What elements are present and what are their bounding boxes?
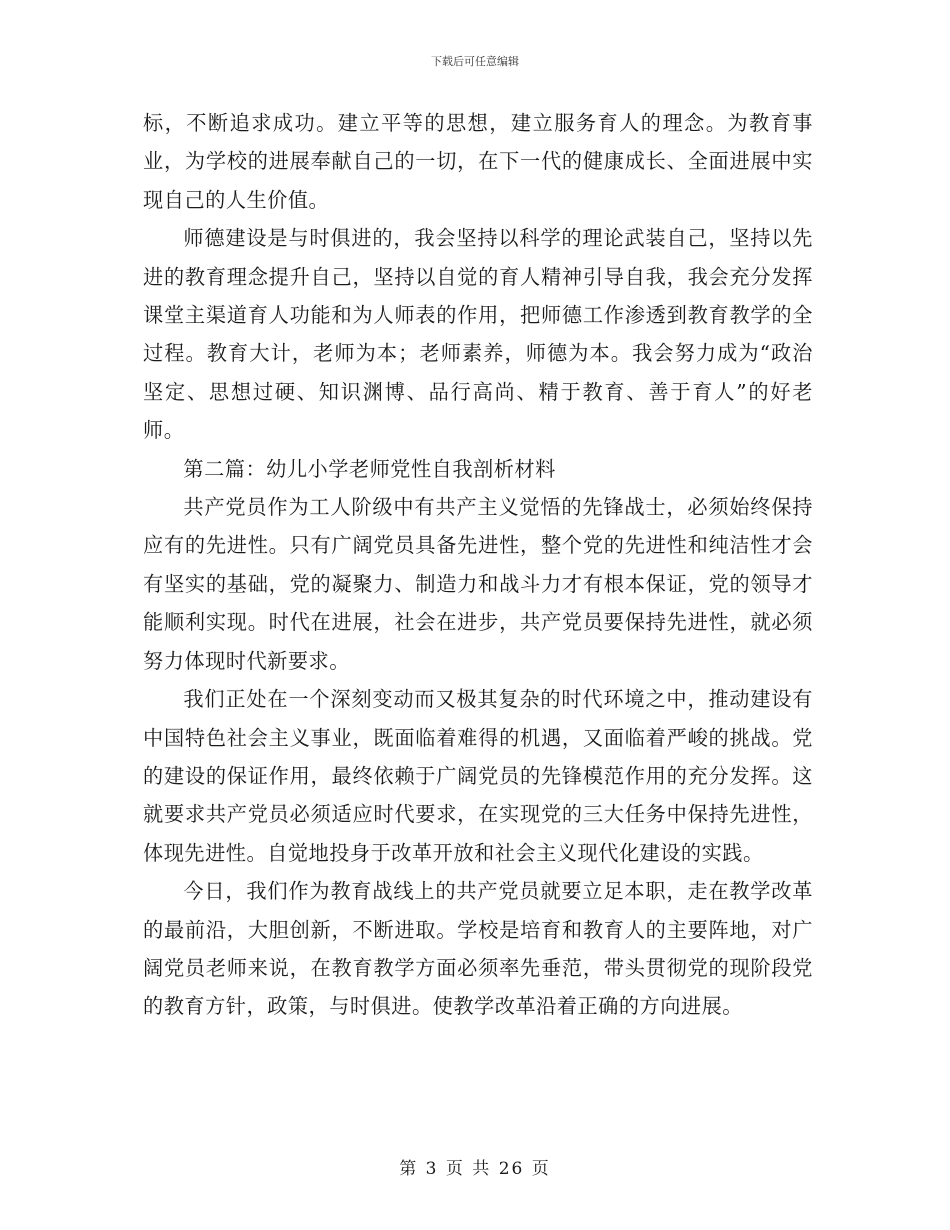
paragraph-teacher-ethics: 师德建设是与时俱进的，我会坚持以科学的理论武装自己，坚持以先进的教育理念提升自己，坚持以自觉的育人精神引导自我，我会充分发挥课堂主渠道育人功能和为人师表的作用，把师德工作渗透到教育教学的全过程。教育大计，老师为本；老师素养，师德为本。我会努力成为“政治坚定、思想过硬、知识渊博、品行高尚、精于教育、善于育人”的好老师。 <box>143 226 813 443</box>
paragraph-era-environment: 我们正处在一个深刻变动而又极其复杂的时代环境之中，推动建设有中国特色社会主义事业，既面临着难得的机遇，又面临着严峻的挑战。党的建设的保证作用，最终依赖于广阔党员的先锋模范作用的充分发挥。这就要求共产党员必须适应时代要求，在实现党的三大任务中保持先进性，体现先进性。自觉地投身于改革开放和社会主义现代化建设的实践。 <box>143 687 813 865</box>
document-body <box>143 104 813 1026</box>
paragraph-party-member-advanced: 共产党员作为工人阶级中有共产主义觉悟的先锋战士，必须始终保持应有的先进性。只有广阔党员具备先进性，整个党的先进性和纯洁性才会有坚实的基础，党的凝聚力、制造力和战斗力才有根本保证，党的领导才能顺利实现。时代在进展，社会在进步，共产党员要保持先进性，就必须努力体现时代新要求。 <box>143 495 813 673</box>
page-header: 下载后可任意编辑 <box>431 55 519 68</box>
section-heading: 第二篇：幼儿小学老师党性自我剖析材料 <box>183 456 556 481</box>
paragraph-continuation: 标，不断追求成功。建立平等的思想，建立服务育人的理念。为教育事业，为学校的进展奉献自己的一切，在下一代的健康成长、全面进展中实现自己的人生价值。 <box>143 111 813 212</box>
page-number-footer: 第 3 页 共 26 页 <box>399 1159 551 1179</box>
paragraph-education-front: 今日，我们作为教育战线上的共产党员就要立足本职，走在教学改革的最前沿，大胆创新，不断进取。学校是培育和教育人的主要阵地，对广阔党员老师来说，在教育教学方面必须率先垂范，带头贯彻党的现阶段党的教育方针，政策，与时俱进。使教学改革沿着正确的方向进展。 <box>143 879 813 1019</box>
